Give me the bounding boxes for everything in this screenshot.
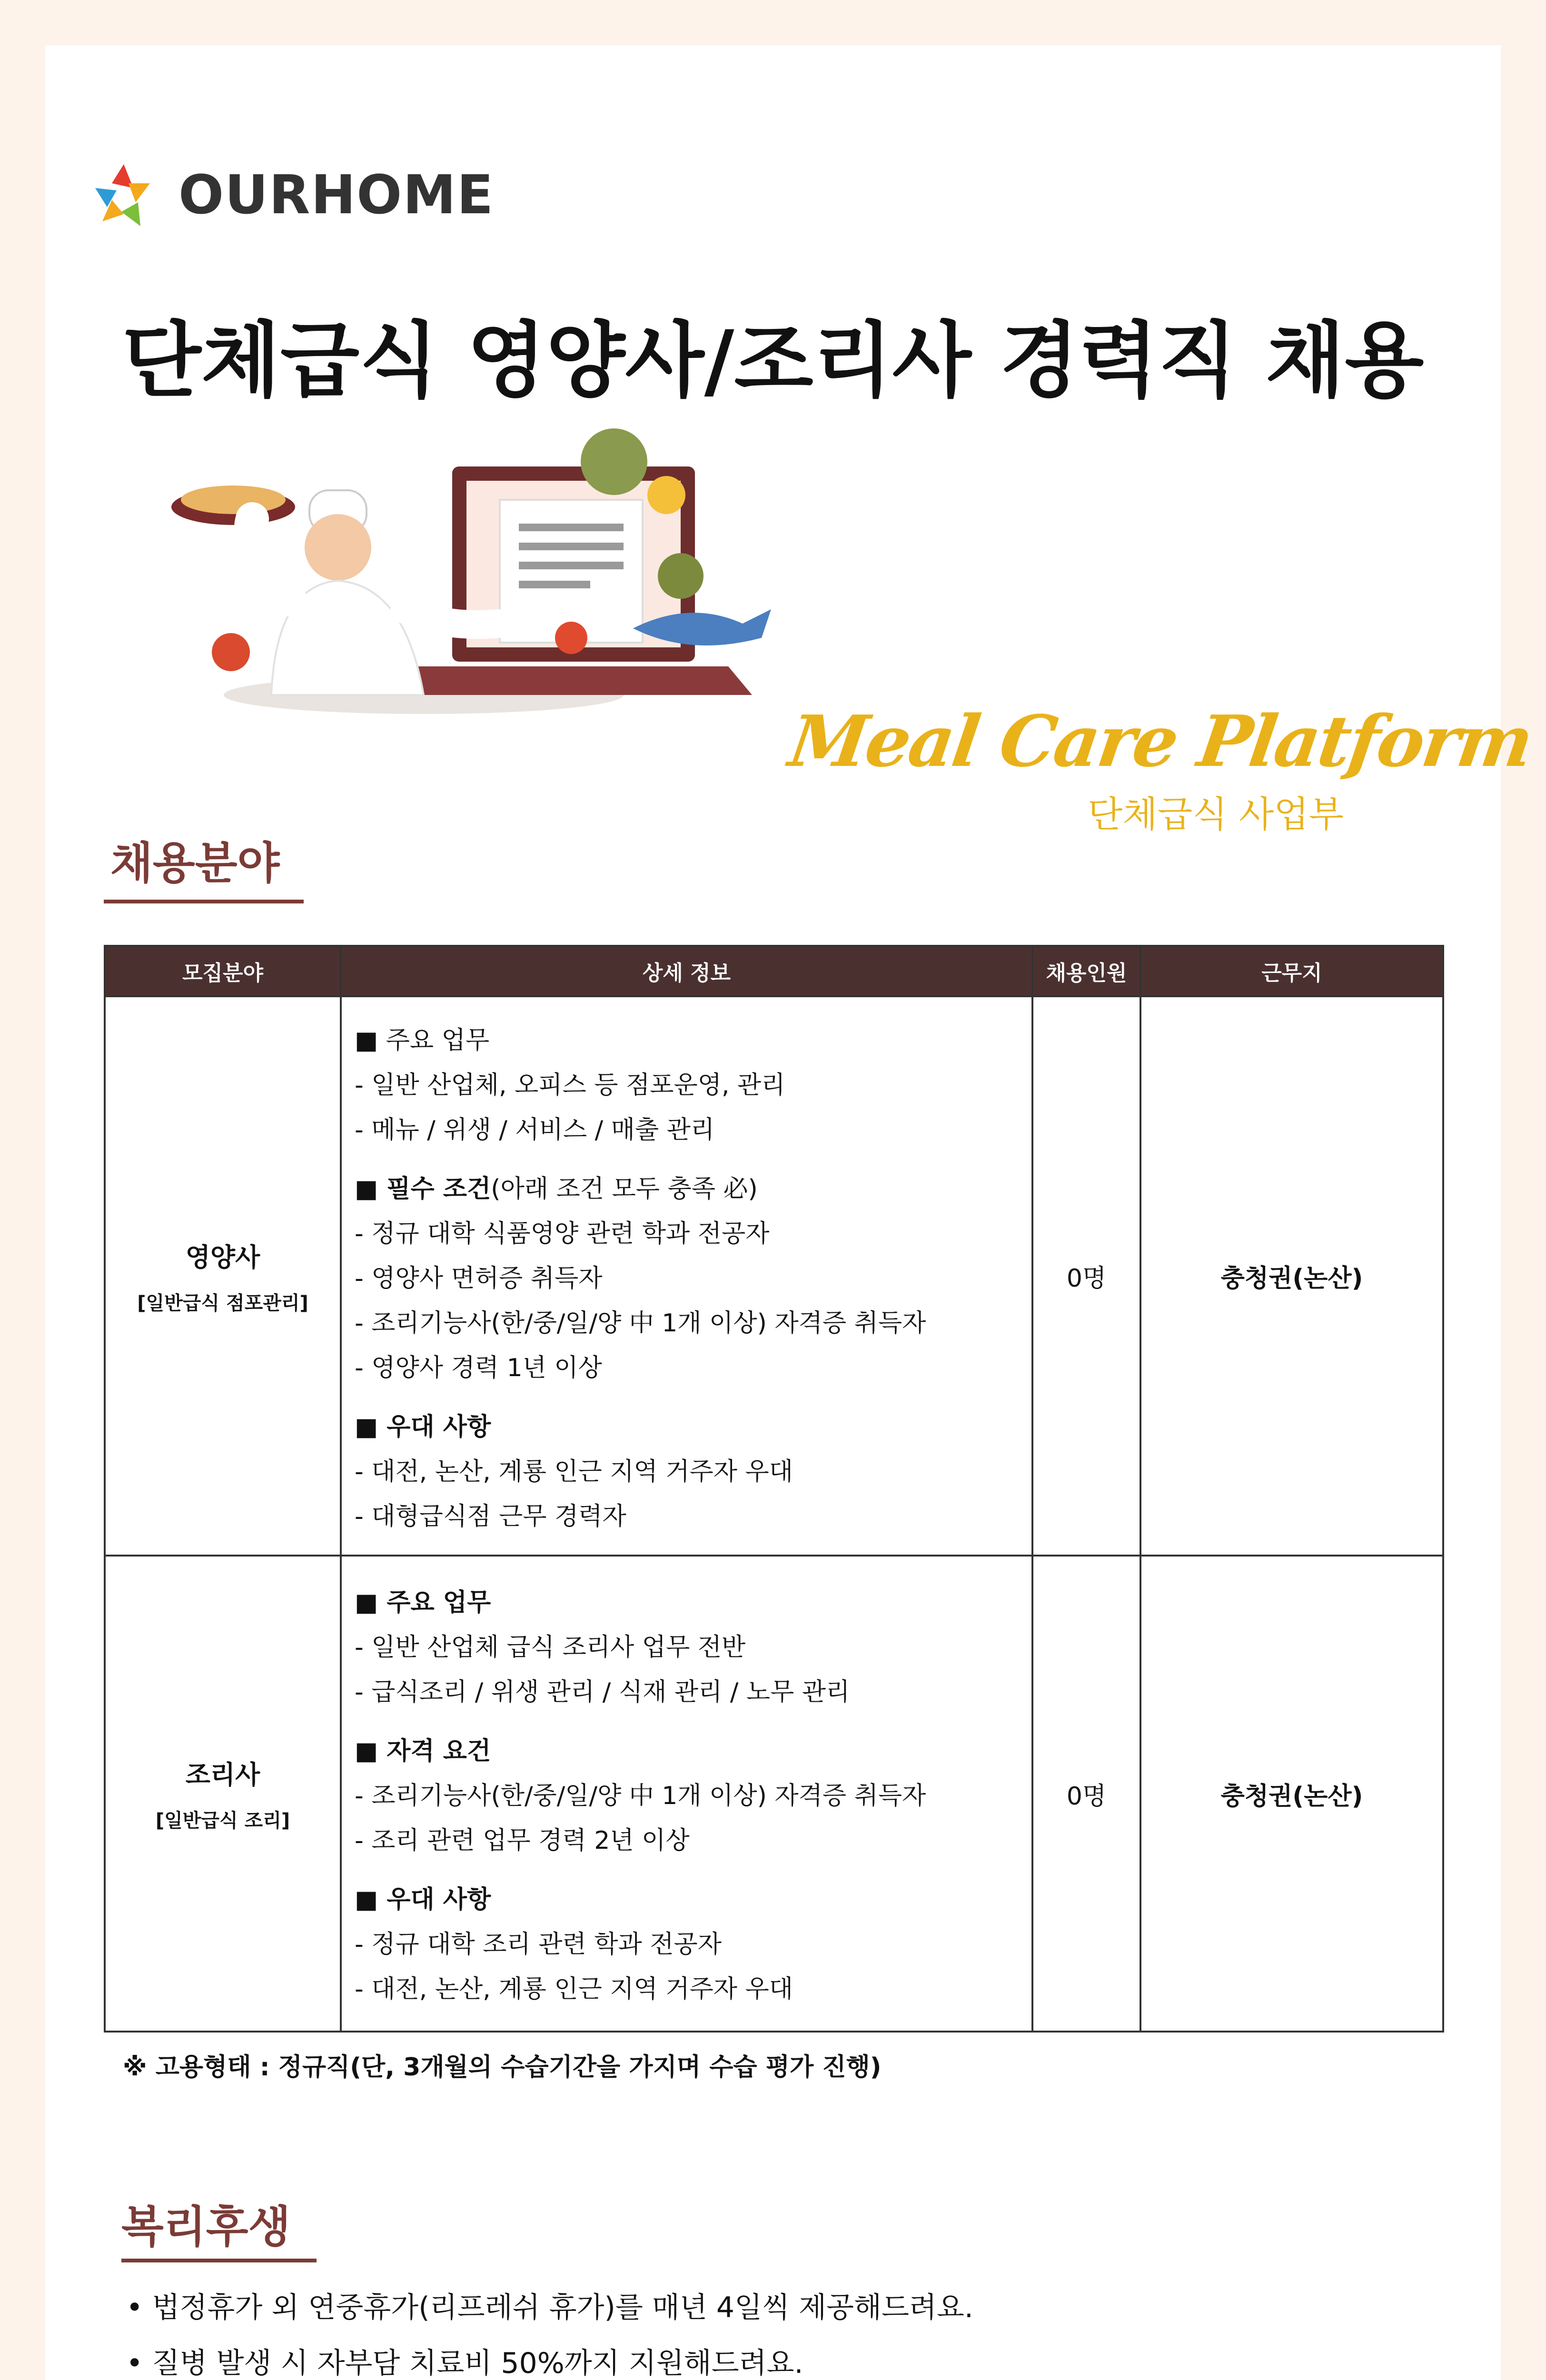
benefit-item: • 질병 발생 시 자부담 치료비 50%까지 지원해드려요. [126, 2347, 803, 2380]
detail-line: - 조리기능사(한/중/일/양 中 1개 이상) 자격증 취득자 [355, 1782, 926, 1810]
detail-line: - 대전, 논산, 계룡 인근 지역 거주자 우대 [355, 1975, 793, 2003]
detail-line: ■ 필수 조건(아래 조건 모두 충족 必) [355, 1174, 758, 1203]
division-text: 단체급식 사업부 [1088, 793, 1344, 835]
field-cell [105, 996, 341, 1556]
detail-line: - 정규 대학 조리 관련 학과 전공자 [355, 1930, 722, 1959]
section-title-benefits: 복리후생 [121, 2202, 291, 2252]
header-location: 근무지 [1140, 946, 1443, 996]
count-cell: 0명 [1032, 1556, 1140, 2032]
detail-line: - 대형급식점 근무 경력자 [355, 1502, 626, 1531]
detail-list [342, 1561, 1031, 2026]
detail-line: ■ 주요 업무 [355, 1588, 491, 1617]
field-cell [105, 1556, 341, 2032]
detail-line: ■ 우대 사항 [355, 1412, 491, 1441]
detail-gap [355, 1390, 1021, 1405]
header-count: 채용인원 [1032, 946, 1140, 996]
detail-line: - 영양사 면허증 취득자 [355, 1264, 603, 1293]
detail-list [342, 999, 1031, 1553]
detail-line: ■ 주요 업무 [355, 1026, 490, 1055]
field-sub: [일반급식 점포관리] [137, 1292, 308, 1314]
detail-line: - 메뉴 / 위생 / 서비스 / 매출 관리 [355, 1115, 715, 1144]
section-underline [121, 2259, 317, 2262]
benefit-item: • 법정휴가 외 연중휴가(리프레쉬 휴가)를 매년 4일씩 제공해드려요. [126, 2291, 973, 2324]
detail-line: ■ 우대 사항 [355, 1885, 491, 1914]
header-field: 모집분야 [105, 946, 341, 996]
field-name: 영양사 [185, 1242, 260, 1272]
detail-line: - 일반 산업체 급식 조리사 업무 전반 [355, 1633, 746, 1662]
page-title: 단체급식 영양사/조리사 경력직 채용 [122, 313, 1424, 408]
employment-note: ※ 고용형태 : 정규직(단, 3개월의 수습기간을 가지며 수습 평가 진행) [123, 2053, 882, 2082]
detail-line: - 대전, 논산, 계룡 인근 지역 거주자 우대 [355, 1457, 793, 1486]
detail-line: - 일반 산업체, 오피스 등 점포운영, 관리 [355, 1071, 785, 1100]
detail-line: - 조리 관련 업무 경력 2년 이상 [355, 1826, 690, 1855]
ourhome-logo [83, 155, 494, 236]
detail-cell [341, 1556, 1032, 2032]
recruit-table [104, 945, 1444, 2033]
count-cell: 0명 [1032, 996, 1140, 1556]
detail-gap [355, 1863, 1021, 1877]
detail-gap [355, 1152, 1021, 1167]
detail-gap [355, 1715, 1021, 1729]
detail-line: - 급식조리 / 위생 관리 / 식재 관리 / 노무 관리 [355, 1678, 850, 1706]
field-name: 조리사 [185, 1760, 260, 1790]
detail-line: ■ 자격 요건 [355, 1737, 491, 1765]
table-header-row [105, 946, 1443, 996]
logo-text: OURHOME [178, 164, 495, 226]
table-row [105, 996, 1443, 1556]
table-row [105, 1556, 1443, 2032]
field-sub: [일반급식 조리] [155, 1810, 290, 1832]
section-underline [104, 900, 304, 903]
ourhome-flower-logo-icon [83, 155, 164, 236]
detail-line: - 정규 대학 식품영양 관련 학과 전공자 [355, 1219, 770, 1248]
meal-care-platform-text: Meal Care Platform [784, 700, 1536, 783]
chef-laptop-illustration [157, 428, 790, 724]
detail-line: - 영양사 경력 1년 이상 [355, 1353, 602, 1382]
section-title-recruit: 채용분야 [110, 838, 280, 889]
location-cell: 충청권(논산) [1140, 1556, 1443, 2032]
detail-cell [341, 996, 1032, 1556]
header-detail: 상세 정보 [341, 946, 1032, 996]
benefits-list [126, 2280, 1395, 2380]
detail-line: - 조리기능사(한/중/일/양 中 1개 이상) 자격증 취득자 [355, 1309, 926, 1338]
location-cell: 충청권(논산) [1140, 996, 1443, 1556]
